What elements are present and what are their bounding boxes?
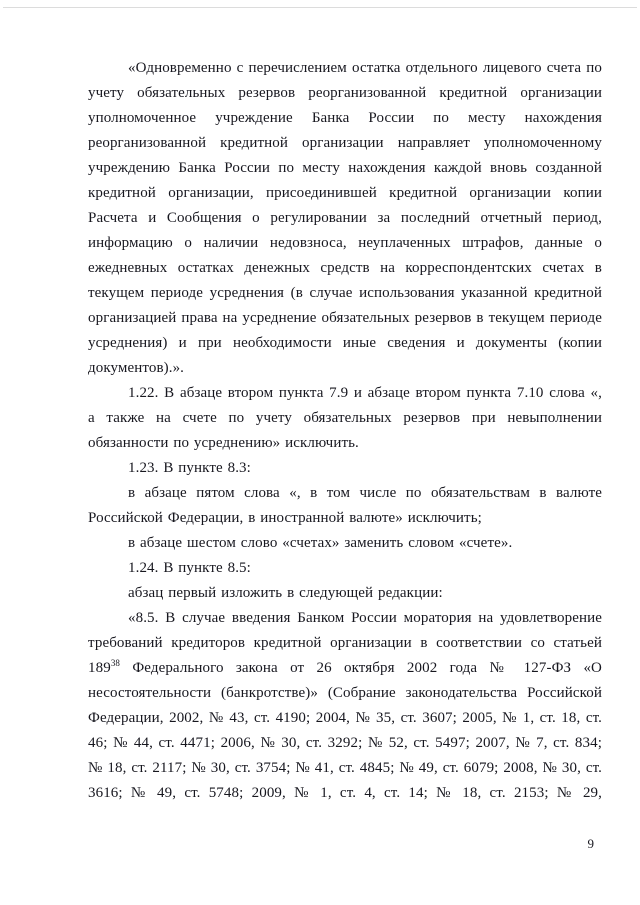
- statute-article-superscript: 38: [110, 658, 121, 668]
- document-paragraph: абзац первый изложить в следующей редакции:: [128, 585, 443, 601]
- document-paragraph: в абзаце шестом слово «счетах» заменить словом «счете».: [128, 535, 513, 551]
- scan-edge-line: [3, 7, 637, 8]
- document-paragraph: 1.23. В пункте 8.3:: [128, 460, 251, 476]
- document-paragraph: «Одновременно с перечислением остатка отдельного лицевого счета по учету обязательных резервов реорганизованной кредитной организации уполномоченное учреждение Банка России по месту нахождения реорганизованной кредитной организации направляет уполномоченному учреждению Банка России по месту нахождения каждой вновь созданной кредитной организации, присоединившей кредитной организации копии Расчета и Сообщения о регулировании за последний отчетный период, информацию о наличии недовзноса, неуплаченных штрафов, данные о ежедневных остатках денежных средств на корреспондентских счетах в текущем периоде усреднения (в случае использования указанной кредитной организацией права на усреднение обязательных резервов в текущем периоде усреднения) и при необходимости иные сведения и документы (копии документов).».: [88, 60, 602, 376]
- document-paragraph: 1.24. В пункте 8.5:: [128, 560, 251, 576]
- paragraph-text-before-superscript: «8.5. В случае введения Банком России моратория на удовлетворение требований кредиторов кредитной организации в соответствии со статьей 189: [88, 610, 602, 676]
- document-paragraph: 1.22. В абзаце втором пункта 7.9 и абзаце втором пункта 7.10 слова «, а также на счете по учету обязательных резервов при невыполнении обязанности по усреднению» исключить.: [88, 385, 602, 451]
- document-body: [88, 56, 602, 806]
- page-number: 9: [587, 836, 594, 851]
- document-paragraph: [88, 606, 602, 806]
- paragraph-text-after-superscript: Федерального закона от 26 октября 2002 года № 127-ФЗ «О несостоятельности (банкротстве)» (Собрание законодательства Российской Федерации, 2002, № 43, ст. 4190; 2004, № 35, ст. 3607; 2005, № 1, ст. 18, ст. 46; № 44, ст. 4471; 2006, № 30, ст. 3292; № 52, ст. 5497; 2007, № 7, ст. 834; № 18, ст. 2117; № 30, ст. 3754; № 41, ст. 4845; № 49, ст. 6079; 2008, № 30, ст. 3616; № 49, ст. 5748; 2009, № 1, ст. 4, ст. 14; № 18, ст. 2153; № 29,: [88, 660, 602, 801]
- document-paragraph: в абзаце пятом слова «, в том числе по обязательствам в валюте Российской Федерации, в иностранной валюте» исключить;: [88, 485, 602, 526]
